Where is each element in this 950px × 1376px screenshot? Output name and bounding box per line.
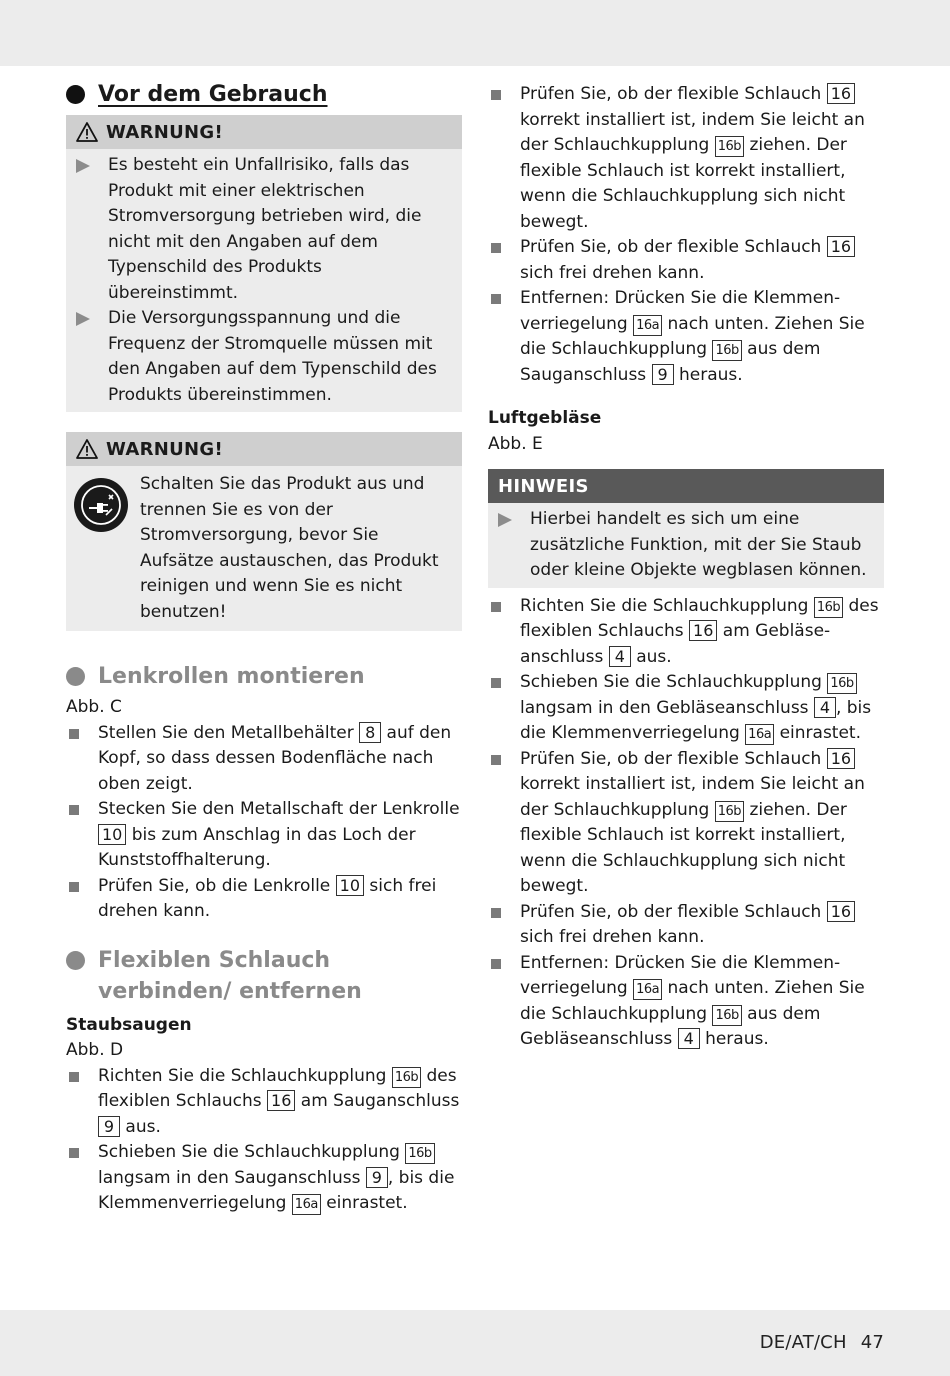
list-item: Stecken Sie den Metallschaft der Lenkrolle 10 bis zum Anschlag in das Loch der Kunststoffhalterung. bbox=[66, 797, 462, 874]
list-item: Die Versorgungsspannung und die Frequenz der Stromquelle müssen mit den Angaben auf dem Typenschild des Produkts übereinstimmen. bbox=[76, 306, 454, 408]
part-number-badge: 16b bbox=[392, 1067, 421, 1088]
warning-box-1 bbox=[66, 115, 462, 412]
instruction-list bbox=[66, 721, 462, 925]
list-item: Prüfen Sie, ob der flexible Schlauch 16 sich frei drehen kann. bbox=[488, 900, 884, 951]
part-number-badge: 4 bbox=[609, 646, 631, 667]
list-item: Schieben Sie die Schlauchkupplung 16b langsam in den Gebläseanschluss 4 , bis die Klemmenverriegelung 16a einrastet. bbox=[488, 670, 884, 747]
arrow-bullet-icon bbox=[76, 312, 90, 326]
square-bullet-icon bbox=[491, 755, 501, 765]
list-item: Es besteht ein Unfallrisiko, falls das Produkt mit einer elektrischen Stromversorgung betrieben wird, die nicht mit den Angaben auf dem Typenschild des Produkts übereinstimmt. bbox=[76, 153, 454, 306]
figure-reference: Abb. C bbox=[66, 697, 122, 717]
list-item: Prüfen Sie, ob die Lenkrolle 10 sich frei drehen kann. bbox=[66, 874, 462, 925]
list-item: Entfernen: Drücken Sie die Klemmenverriegelung 16a nach unten. Ziehen Sie die Schlauchkupplung 16b aus dem Sauganschluss 9 heraus. bbox=[488, 286, 884, 388]
list-item: Stellen Sie den Metallbehälter 8 auf den Kopf, so dass dessen Bodenfläche nach oben zeigt. bbox=[66, 721, 462, 798]
instruction-list bbox=[66, 1064, 462, 1217]
list-item: Prüfen Sie, ob der flexible Schlauch 16 korrekt installiert ist, indem Sie leicht an der Schlauchkupplung 16b ziehen. Der flexible Schlauch ist korrekt installiert, wenn die Schlauchkupplung sich nicht bewegt. bbox=[488, 82, 884, 235]
part-number-badge: 16a bbox=[633, 979, 662, 1000]
part-number-badge: 16b bbox=[715, 801, 744, 822]
instruction-list bbox=[488, 594, 884, 1053]
arrow-bullet-icon bbox=[498, 513, 512, 527]
warning-list bbox=[76, 153, 454, 408]
square-bullet-icon bbox=[491, 908, 501, 918]
section-heading-lenkrollen: Lenkrollen montieren bbox=[66, 661, 462, 692]
bullet-dot-icon bbox=[66, 667, 85, 686]
list-item: Prüfen Sie, ob der flexible Schlauch 16 korrekt installiert ist, indem Sie leicht an der Schlauchkupplung 16b ziehen. Der flexible Schlauch ist korrekt installiert, wenn die Schlauchkupplung sich nicht bewegt. bbox=[488, 747, 884, 900]
part-number-badge: 16b bbox=[814, 597, 843, 618]
square-bullet-icon bbox=[69, 1072, 79, 1082]
list-item: Hierbei handelt es sich um eine zusätzliche Funktion, mit der Sie Staub oder kleine Objekte wegblasen können. bbox=[498, 507, 876, 584]
part-number-badge: 4 bbox=[678, 1028, 700, 1049]
right-column bbox=[488, 82, 884, 1053]
top-band bbox=[0, 0, 950, 66]
part-number-badge: 10 bbox=[98, 824, 126, 845]
section-heading-vor-dem-gebrauch: Vor dem Gebrauch bbox=[66, 82, 462, 107]
part-number-badge: 16 bbox=[827, 83, 855, 104]
warning-triangle-icon bbox=[76, 439, 98, 459]
square-bullet-icon bbox=[69, 729, 79, 739]
part-number-badge: 16b bbox=[715, 136, 744, 157]
part-number-badge: 9 bbox=[652, 364, 674, 385]
part-number-badge: 16 bbox=[827, 901, 855, 922]
list-item: Entfernen: Drücken Sie die Klemmenverriegelung 16a nach unten. Ziehen Sie die Schlauchkupplung 16b aus dem Gebläseanschluss 4 heraus. bbox=[488, 951, 884, 1053]
page-footer bbox=[760, 1332, 884, 1353]
list-item: Schieben Sie die Schlauchkupplung 16b langsam in den Sauganschluss 9 , bis die Klemmenverriegelung 16a einrastet. bbox=[66, 1140, 462, 1217]
part-number-badge: 16a bbox=[633, 315, 662, 336]
part-number-badge: 16 bbox=[827, 748, 855, 769]
page-number: 47 bbox=[860, 1332, 884, 1353]
square-bullet-icon bbox=[491, 90, 501, 100]
square-bullet-icon bbox=[491, 243, 501, 253]
square-bullet-icon bbox=[69, 882, 79, 892]
list-item: Richten Sie die Schlauchkupplung 16b des flexiblen Schlauchs 16 am Sauganschluss 9 aus. bbox=[66, 1064, 462, 1141]
section-heading-schlauch: Flexiblen Schlauch verbinden/ entfernen bbox=[66, 945, 462, 1007]
warning-header: WARNUNG! bbox=[66, 432, 462, 466]
warning-box-2: WARNUNG! Schalten Sie das Produkt aus und trennen Sie es von der Stromversorgung, bevor Sie Aufsätze austauschen, das Produkt reinigen und wenn Sie es nicht benutzen! bbox=[66, 432, 462, 631]
part-number-badge: 9 bbox=[366, 1167, 388, 1188]
part-number-badge: 16 bbox=[267, 1090, 295, 1111]
square-bullet-icon bbox=[491, 294, 501, 304]
part-number-badge: 8 bbox=[359, 722, 381, 743]
note-box bbox=[488, 469, 884, 588]
part-number-badge: 16 bbox=[827, 236, 855, 257]
part-number-badge: 16 bbox=[689, 620, 717, 641]
bullet-dot-icon bbox=[66, 951, 85, 970]
part-number-badge: 4 bbox=[814, 697, 836, 718]
part-number-badge: 16b bbox=[405, 1143, 434, 1164]
square-bullet-icon bbox=[491, 678, 501, 688]
figure-reference: Abb. E bbox=[488, 433, 543, 454]
left-column bbox=[66, 82, 462, 1217]
list-item: Prüfen Sie, ob der flexible Schlauch 16 sich frei drehen kann. bbox=[488, 235, 884, 286]
list-item: Richten Sie die Schlauchkupplung 16b des flexiblen Schlauchs 16 am Gebläseanschluss 4 aus. bbox=[488, 594, 884, 671]
square-bullet-icon bbox=[69, 1148, 79, 1158]
note-header: HINWEIS bbox=[488, 469, 884, 503]
figure-reference: Abb. D bbox=[66, 1040, 124, 1060]
warning-triangle-icon bbox=[76, 122, 98, 142]
subheading: Luftgebläse bbox=[488, 408, 602, 428]
part-number-badge: 16a bbox=[745, 724, 774, 745]
part-number-badge: 10 bbox=[336, 875, 364, 896]
part-number-badge: 16b bbox=[712, 340, 741, 361]
unplug-icon bbox=[74, 478, 128, 532]
instruction-list bbox=[488, 82, 884, 388]
part-number-badge: 16b bbox=[827, 673, 856, 694]
subheading: Staubsaugen bbox=[66, 1014, 192, 1035]
arrow-bullet-icon bbox=[76, 159, 90, 173]
part-number-badge: 16a bbox=[292, 1194, 321, 1215]
part-number-badge: 9 bbox=[98, 1116, 120, 1137]
square-bullet-icon bbox=[69, 805, 79, 815]
square-bullet-icon bbox=[491, 602, 501, 612]
bullet-dot-icon bbox=[66, 85, 85, 104]
warning-header: WARNUNG! bbox=[66, 115, 462, 149]
part-number-badge: 16b bbox=[712, 1005, 741, 1026]
square-bullet-icon bbox=[491, 959, 501, 969]
language-codes: DE/AT/CH bbox=[759, 1332, 847, 1353]
